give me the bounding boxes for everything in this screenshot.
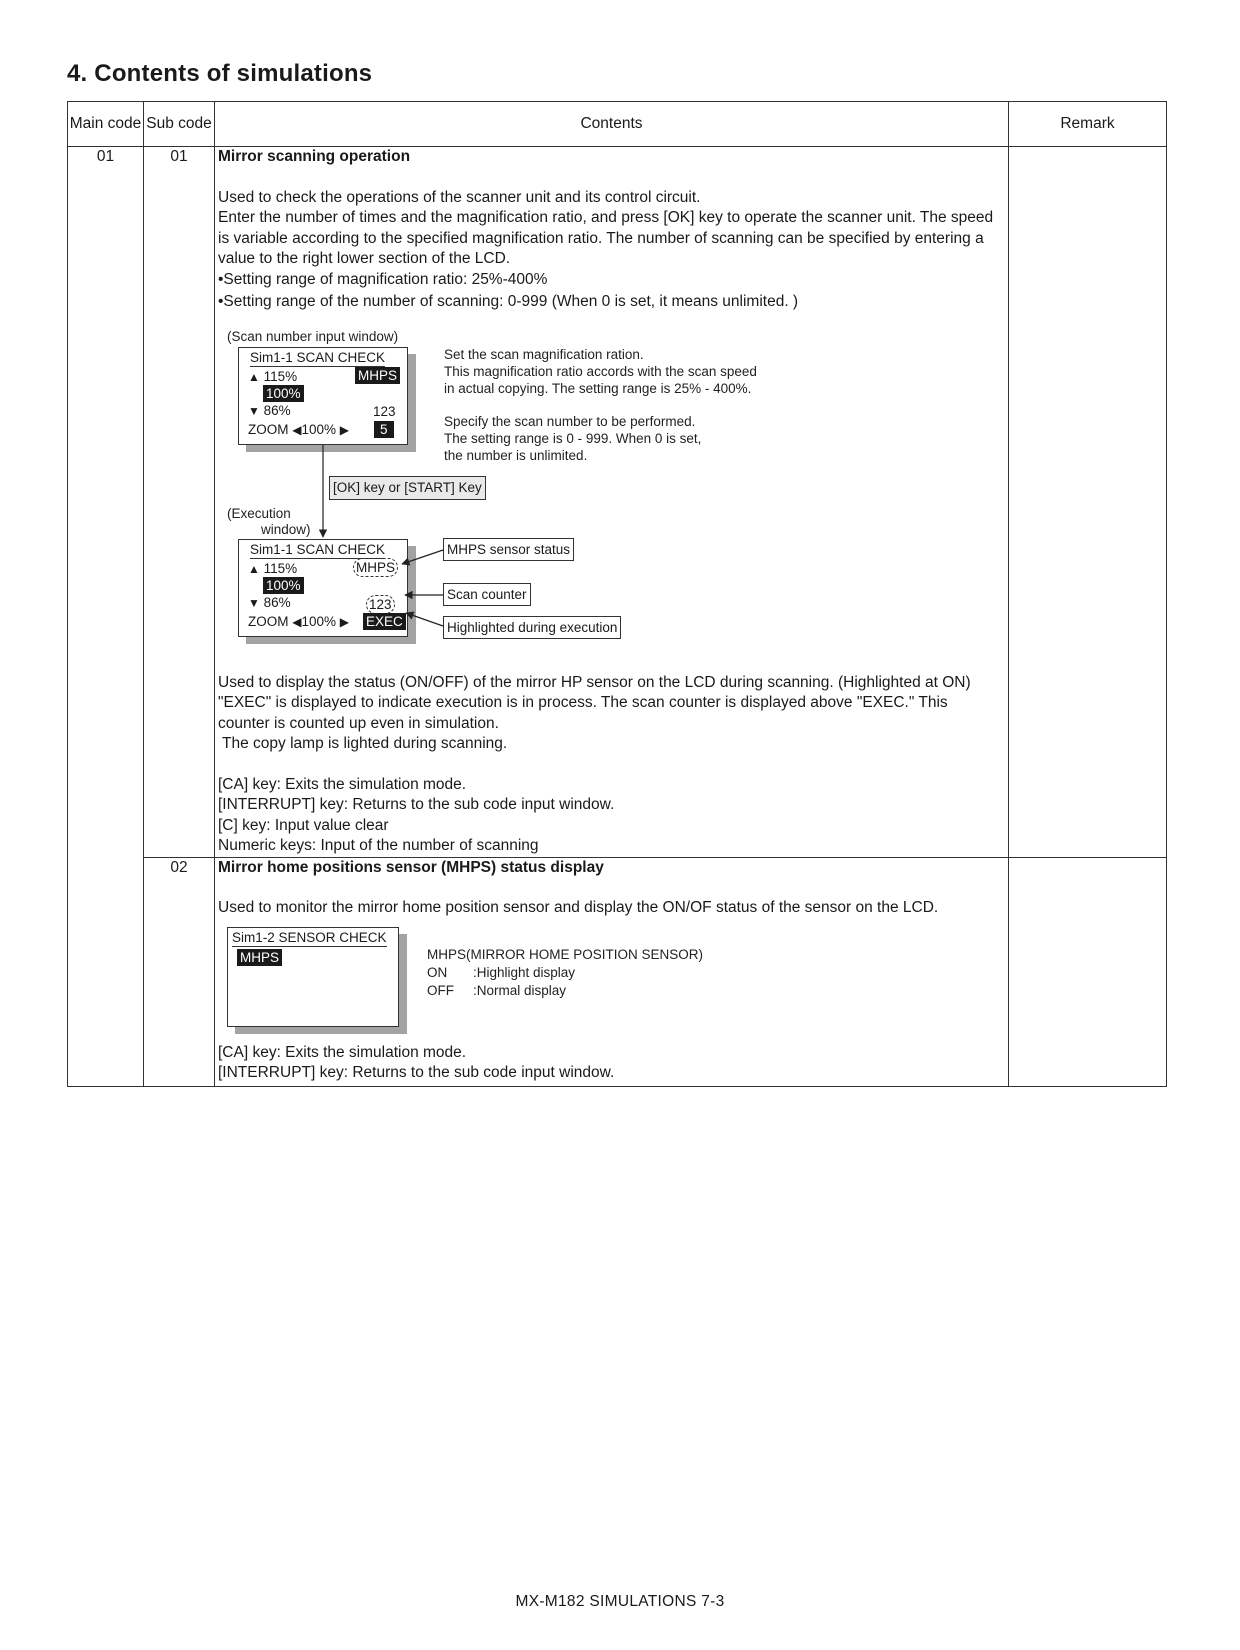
current-ratio: 100% — [263, 385, 304, 402]
scan-number: 5 — [374, 421, 394, 438]
table-row — [68, 857, 1167, 1086]
note-magnification-1: Set the scan magnification ration. — [444, 346, 644, 362]
scan-count: 123 — [373, 403, 396, 419]
table-row — [68, 147, 1167, 858]
key-description: Numeric keys: Input of the number of scanning — [218, 837, 539, 854]
remark-cell — [1009, 857, 1167, 1086]
lcd-title: Sim1-1 SCAN CHECK — [250, 541, 386, 557]
contents-cell — [215, 857, 1009, 1086]
zoom-value: 100% — [301, 613, 337, 629]
callout-sensor-status: MHPS sensor status — [443, 538, 574, 561]
execution-window-label-2: window) — [261, 521, 311, 537]
sensor-note: MHPS(MIRROR HOME POSITION SENSOR) — [427, 946, 704, 962]
up-triangle-icon: ▲ — [248, 369, 260, 384]
section-title: Mirror home positions sensor (MHPS) status display — [218, 858, 604, 876]
left-triangle-icon: ◀ — [292, 422, 302, 437]
ratio-up-value: 115% — [263, 368, 298, 384]
paragraph: Enter the number of times and the magnification ratio, and press [OK] key to operate the scanner unit. The speed is variable according to the specified magnification ratio. The number of scanning can be specified by entering a value to the right lower section of the LCD. — [218, 209, 994, 267]
sensor-status: MHPS — [237, 949, 282, 966]
sensor-arrow — [402, 550, 443, 564]
main-code-cell: 01 — [68, 147, 144, 1087]
table-header-row — [68, 102, 1167, 147]
down-triangle-icon: ▼ — [248, 595, 260, 610]
key-description: [CA] key: Exits the simulation mode. — [218, 1043, 467, 1061]
ratio-down-value: 86% — [263, 402, 291, 418]
paragraph: "EXEC" is displayed to indicate execution is in process. The scan counter is displayed above "EXEC." This counter is counted up even in simulation. — [218, 694, 948, 732]
note-scan-number-1: Specify the scan number to be performed. — [444, 413, 696, 429]
off-label: OFF — [427, 982, 454, 998]
note-magnification-2: This magnification ratio accords with the scan speed — [444, 363, 757, 379]
sensor-status-dashed: MHPS — [353, 558, 398, 577]
input-window-label: (Scan number input window) — [227, 328, 399, 344]
ratio-up-value: 115% — [263, 560, 298, 576]
callout-exec: Highlighted during execution — [443, 616, 621, 639]
key-description: [CA] key: Exits the simulation mode. — [218, 775, 467, 793]
lcd-title: Sim1-2 SENSOR CHECK — [232, 929, 387, 945]
note-scan-number-3: the number is unlimited. — [444, 447, 588, 463]
key-description: [INTERRUPT] key: Returns to the sub code input window. — [218, 796, 615, 813]
sub-code-cell: 02 — [144, 857, 215, 1086]
exec-arrow — [406, 613, 443, 626]
paragraph: •Setting range of magnification ratio: 25%-400% — [218, 270, 548, 288]
header-remark: Remark — [1009, 102, 1167, 147]
up-triangle-icon: ▲ — [248, 561, 260, 576]
lcd-sensor-check — [227, 927, 399, 1027]
section-title: Mirror scanning operation — [218, 148, 411, 165]
zoom-value: 100% — [301, 421, 337, 437]
page-title: 4. Contents of simulations — [67, 60, 373, 87]
current-ratio: 100% — [263, 577, 304, 594]
paragraph: Used to check the operations of the scanner unit and its control circuit. — [218, 188, 701, 206]
on-label: ON — [427, 964, 448, 980]
right-triangle-icon: ▶ — [339, 422, 350, 437]
ratio-down-value: 86% — [263, 594, 291, 610]
paragraph: The copy lamp is lighted during scanning. — [218, 735, 508, 752]
right-triangle-icon: ▶ — [339, 614, 350, 629]
page-footer: MX-M182 SIMULATIONS 7-3 — [515, 1593, 725, 1610]
paragraph: Used to display the status (ON/OFF) of the mirror HP sensor on the LCD during scanning. (Highlighted at ON) — [218, 673, 971, 691]
header-contents: Contents — [215, 102, 1009, 147]
key-description: [INTERRUPT] key: Returns to the sub code input window. — [218, 1064, 615, 1081]
off-text: :Normal display — [473, 982, 567, 998]
on-text: :Highlight display — [473, 964, 576, 980]
callout-scan-counter: Scan counter — [443, 583, 531, 606]
simulation-table — [67, 101, 1167, 1087]
paragraph: Used to monitor the mirror home position sensor and display the ON/OF status of the sensor on the LCD. — [218, 899, 939, 916]
header-sub-code: Sub code — [144, 102, 215, 147]
lcd-title: Sim1-1 SCAN CHECK — [250, 349, 386, 365]
note-magnification-3: in actual copying. The setting range is 25% - 400%. — [444, 380, 752, 396]
contents-cell — [215, 147, 1009, 858]
down-triangle-icon: ▼ — [248, 403, 260, 418]
remark-cell — [1009, 147, 1167, 858]
exec-indicator: EXEC — [363, 613, 406, 630]
key-description: [C] key: Input value clear — [218, 816, 389, 834]
zoom-label: ZOOM — [248, 613, 289, 629]
diagram-connector-lines — [218, 313, 638, 673]
scan-check-diagram — [218, 313, 1002, 673]
note-scan-number-2: The setting range is 0 - 999. When 0 is set, — [444, 430, 702, 446]
left-triangle-icon: ◀ — [292, 614, 302, 629]
ok-start-key: [OK] key or [START] Key — [329, 476, 486, 500]
sub-code-cell: 01 — [144, 147, 215, 858]
zoom-label: ZOOM — [248, 421, 289, 437]
paragraph: •Setting range of the number of scanning: 0-999 (When 0 is set, it means unlimited. ) — [218, 293, 799, 310]
sensor-check-diagram — [218, 919, 1002, 1043]
execution-window-label-1: (Execution — [227, 505, 291, 521]
scan-counter-dashed: 123 — [366, 595, 395, 614]
sensor-status: MHPS — [355, 367, 400, 384]
header-main-code: Main code — [68, 102, 144, 147]
